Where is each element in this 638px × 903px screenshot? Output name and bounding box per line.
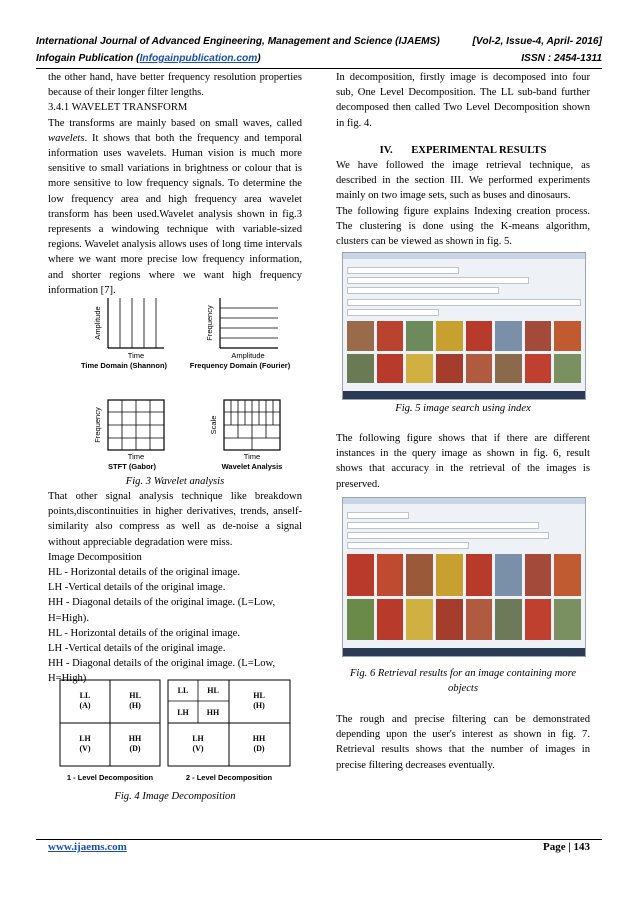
fig6-screenshot [342,497,586,657]
list-item: LH -Vertical details of the original image. [48,643,226,655]
figure-6-caption: Fig. 6 Retrieval results for an image containing more objects [349,668,577,695]
time-domain-panel [81,298,168,370]
issn: ISSN : 2454-1311 [521,53,602,64]
figure-3-caption: Fig. 3 Wavelet analysis [125,476,225,487]
level-2-grid [168,680,290,766]
svg-text:(D): (D) [129,744,141,753]
figure-4-caption: Fig. 4 Image Decomposition [114,791,236,802]
list-item: HH - Diagonal details of the original image. (L=Low, H=High). [48,597,276,624]
paragraph: the other hand, have better frequency resolution properties because of their longer filter lengths. [48,72,302,99]
panel-title: Frequency Domain (Fourier) [189,361,291,370]
left-column-top [48,70,302,298]
list-item: HL - Horizontal details of the original image. [48,567,241,579]
frequency-axis-label: Frequency [205,305,214,341]
left-column-bottom [48,489,302,687]
running-header [36,36,602,47]
svg-text:(H): (H) [253,701,265,710]
header-rule [36,68,602,69]
svg-text:(H): (H) [129,701,141,710]
svg-text:HL: HL [253,691,265,700]
footer-rule [36,839,602,840]
subheading: Image Decomposition [48,551,142,563]
image-decomposition-figure [48,676,302,788]
scale-axis-label: Scale [209,415,218,435]
time-axis-label: Time [127,452,145,461]
list-item: HH - Diagonal details of the original image. (L=Low, H=High) [48,658,276,685]
figure-5-caption: Fig. 5 image search using index [395,403,531,414]
right-column-bottom [336,712,590,773]
paragraph: The following figure explains Indexing creation process. The clustering is done using the K-means algorithm, clusters can be viewed as shown in fig. 5. [336,205,590,248]
publisher-link[interactable]: Infogainpublication.com [139,53,258,64]
svg-text:(V): (V) [192,744,204,753]
paragraph: The rough and precise filtering can be demonstrated depending upon the user's interest as shown in fig. 7. Retrieval results shows that the number of images in precise filtering decreases eventually. [336,714,590,771]
svg-text:(D): (D) [253,744,265,753]
svg-text:LH: LH [79,734,91,743]
section-heading: 3.4.1 WAVELET TRANSFORM [48,102,188,114]
svg-text:(V): (V) [79,744,91,753]
wavelet-analysis-figure [48,288,302,474]
wavelet-panel [209,400,282,471]
svg-text:LL: LL [177,686,189,695]
stft-panel [93,400,164,471]
amplitude-axis-label: Amplitude [93,306,102,340]
footer-url[interactable]: www.ijaems.com [48,841,127,853]
paragraph: We have followed the image retrieval technique, as described in the section III. We performed experiments mainly on two image sets, such as buses and dinosaurs. [336,160,590,202]
frequency-domain-panel [190,298,291,370]
page-number: Page | 143 [542,841,590,853]
list-item: LH -Vertical details of the original image. [48,582,226,594]
level-1-label: 1 - Level Decomposition [66,773,154,782]
amplitude-axis-label: Amplitude [231,351,265,360]
svg-text:HH: HH [252,734,266,743]
paragraph: In decomposition, firstly image is decomposed into four sub, One Level Decomposition. The LL sub-band further decomposed then called Two Level Decomposition shown in fig. 4. [336,72,590,129]
paragraph: That other signal analysis technique like breakdown points,discontinuities in higher derivatives, trends, anself-similarity also compress as well as de-noise a signal without appreciable degradation were miss. [48,491,302,548]
svg-text:LH: LH [192,734,204,743]
svg-text:HH: HH [206,708,220,717]
panel-title: STFT (Gabor) [108,462,156,471]
list-item: HL - Horizontal details of the original image. [48,627,241,639]
svg-text:HH: HH [128,734,142,743]
section-heading: IV. EXPERIMENTAL RESULTS [379,144,547,156]
time-axis-label: Time [127,351,145,360]
frequency-axis-label: Frequency [93,407,102,443]
level-1-grid [60,680,160,766]
issue-info: [Vol-2, Issue-4, April- 2016] [472,36,602,47]
svg-text:(A): (A) [79,701,91,710]
svg-text:LL: LL [79,691,91,700]
svg-text:LH: LH [177,708,189,717]
paragraph: The transforms are mainly based on small waves, called wavelets. It shows that both the frequency and temporal information uses wavelets. Human vision is much more sensitive to small variations in brightness or colour that is more sensitive to low frequency signals. To determine the low frequency area and high frequency area wavelet transform has been used.Wavelet analysis shown in fig.3 represents a windowing technique with variable-sized regions. Wavelet analysis allows uses of long time intervals where we want more precise low frequency information, and shorter regions where we want high frequency information [7]. [48,117,302,296]
panel-title: Wavelet Analysis [221,462,283,471]
level-2-label: 2 - Level Decomposition [185,773,273,782]
panel-title: Time Domain (Shannon) [80,361,168,370]
paragraph: The following figure shows that if there are different instances in the query image as shown in fig. 6, result shows that accuracy in the retrieval of the images is preserved. [336,433,590,490]
publisher-line: Infogain Publication (Infogainpublication.com) ISSN : 2454-1311 [36,53,602,64]
svg-text:HL: HL [129,691,141,700]
right-column-top [336,70,590,249]
fig5-screenshot [342,252,586,400]
time-axis-label: Time [243,452,261,461]
journal-title: International Journal of Advanced Engineering, Management and Science (IJAEMS) [36,36,440,47]
svg-text:HL: HL [207,686,219,695]
right-column-mid [336,431,590,492]
